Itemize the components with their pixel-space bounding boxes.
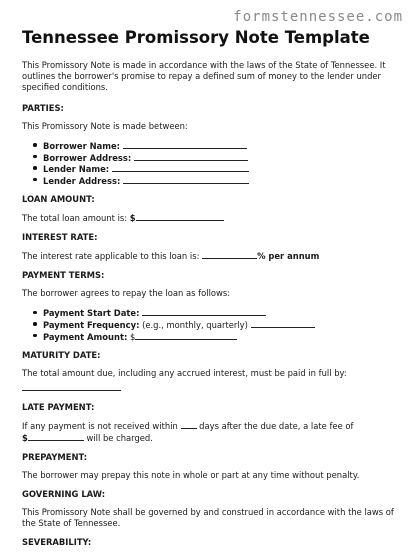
payment-amount-blank[interactable] [135, 331, 237, 340]
intro-paragraph: This Promissory Note is made in accordance with the laws of the State of Tennessee. It outlines the borrower's promise to repay a defined sum of money to the lender under specified conditions. [22, 60, 386, 92]
severability-heading: SEVERABILITY: [22, 537, 92, 548]
lender-address-label: Lender Address: [43, 175, 121, 186]
borrower-name-label: Borrower Name: [43, 141, 121, 151]
list-item [43, 319, 394, 331]
lender-name-label: Lender Name: [43, 164, 110, 175]
list-item [43, 152, 394, 164]
list-item [43, 175, 394, 187]
parties-text: This Promissory Note is made between: [22, 121, 188, 131]
payment-frequency-hint: (e.g., monthly, quarterly) [142, 319, 248, 330]
interest-rate-blank[interactable] [202, 250, 257, 259]
payment-terms-heading: PAYMENT TERMS: [22, 270, 105, 281]
borrower-address-blank[interactable] [134, 152, 248, 161]
governing-law-text: This Promissory Note shall be governed by and construed in accordance with the laws of the State of Tennessee. [22, 507, 394, 529]
interest-rate-text [22, 250, 394, 262]
interest-rate-heading: INTEREST RATE: [22, 232, 98, 243]
loan-amount-label: The total loan amount is: [22, 213, 128, 224]
list-item [43, 163, 394, 175]
maturity-date-text: The total amount due, including any accrued interest, must be paid in full by: [22, 368, 347, 379]
late-payment-heading: LATE PAYMENT: [22, 402, 95, 413]
late-fee-blank[interactable] [28, 432, 84, 441]
borrower-name-blank[interactable] [123, 140, 247, 149]
list-item [43, 307, 394, 319]
payment-terms-text: The borrower agrees to repay the loan as follows: [22, 288, 231, 299]
list-item [43, 140, 394, 152]
prepayment-text: The borrower may prepay this note in whole or part at any time without penalty. [22, 470, 360, 481]
payment-amount-label: Payment Amount: [43, 331, 128, 342]
loan-amount-blank[interactable] [136, 212, 224, 221]
late-payment-text [22, 420, 394, 444]
interest-rate-label: The interest rate applicable to this loan is: [22, 251, 200, 262]
lender-name-blank[interactable] [112, 163, 249, 172]
governing-law-heading: GOVERNING LAW: [22, 489, 106, 500]
list-item [43, 331, 394, 343]
late-payment-days-blank[interactable] [181, 420, 197, 429]
document-page [22, 28, 394, 555]
lender-address-blank[interactable] [123, 175, 249, 184]
loan-amount-text [22, 212, 394, 224]
loan-amount-heading: LOAN AMOUNT: [22, 194, 95, 205]
parties-heading: PARTIES: [22, 103, 64, 113]
late-payment-text-a: If any payment is not received within [22, 421, 178, 432]
payment-terms-list [22, 307, 394, 342]
late-payment-text-c: will be charged. [86, 433, 153, 444]
payment-start-blank[interactable] [142, 307, 266, 316]
maturity-date-blank[interactable] [22, 382, 121, 391]
site-watermark: formstennessee.com [233, 9, 403, 25]
payment-frequency-blank[interactable] [251, 319, 315, 328]
document-title: Tennessee Promissory Note Template [22, 28, 370, 47]
payment-amount-currency: $ [129, 331, 136, 342]
payment-frequency-label: Payment Frequency: [43, 319, 140, 330]
interest-rate-suffix: % per annum [257, 251, 320, 262]
prepayment-heading: PREPAYMENT: [22, 452, 88, 463]
maturity-date-line [22, 382, 394, 394]
borrower-address-label: Borrower Address: [43, 152, 132, 163]
maturity-date-heading: MATURITY DATE: [22, 350, 101, 361]
payment-start-label: Payment Start Date: [43, 308, 140, 319]
parties-list [22, 140, 394, 186]
late-fee-currency: $ [22, 433, 28, 444]
loan-amount-currency: $ [129, 213, 136, 224]
late-payment-text-b: days after the due date, a late fee of [199, 421, 354, 432]
